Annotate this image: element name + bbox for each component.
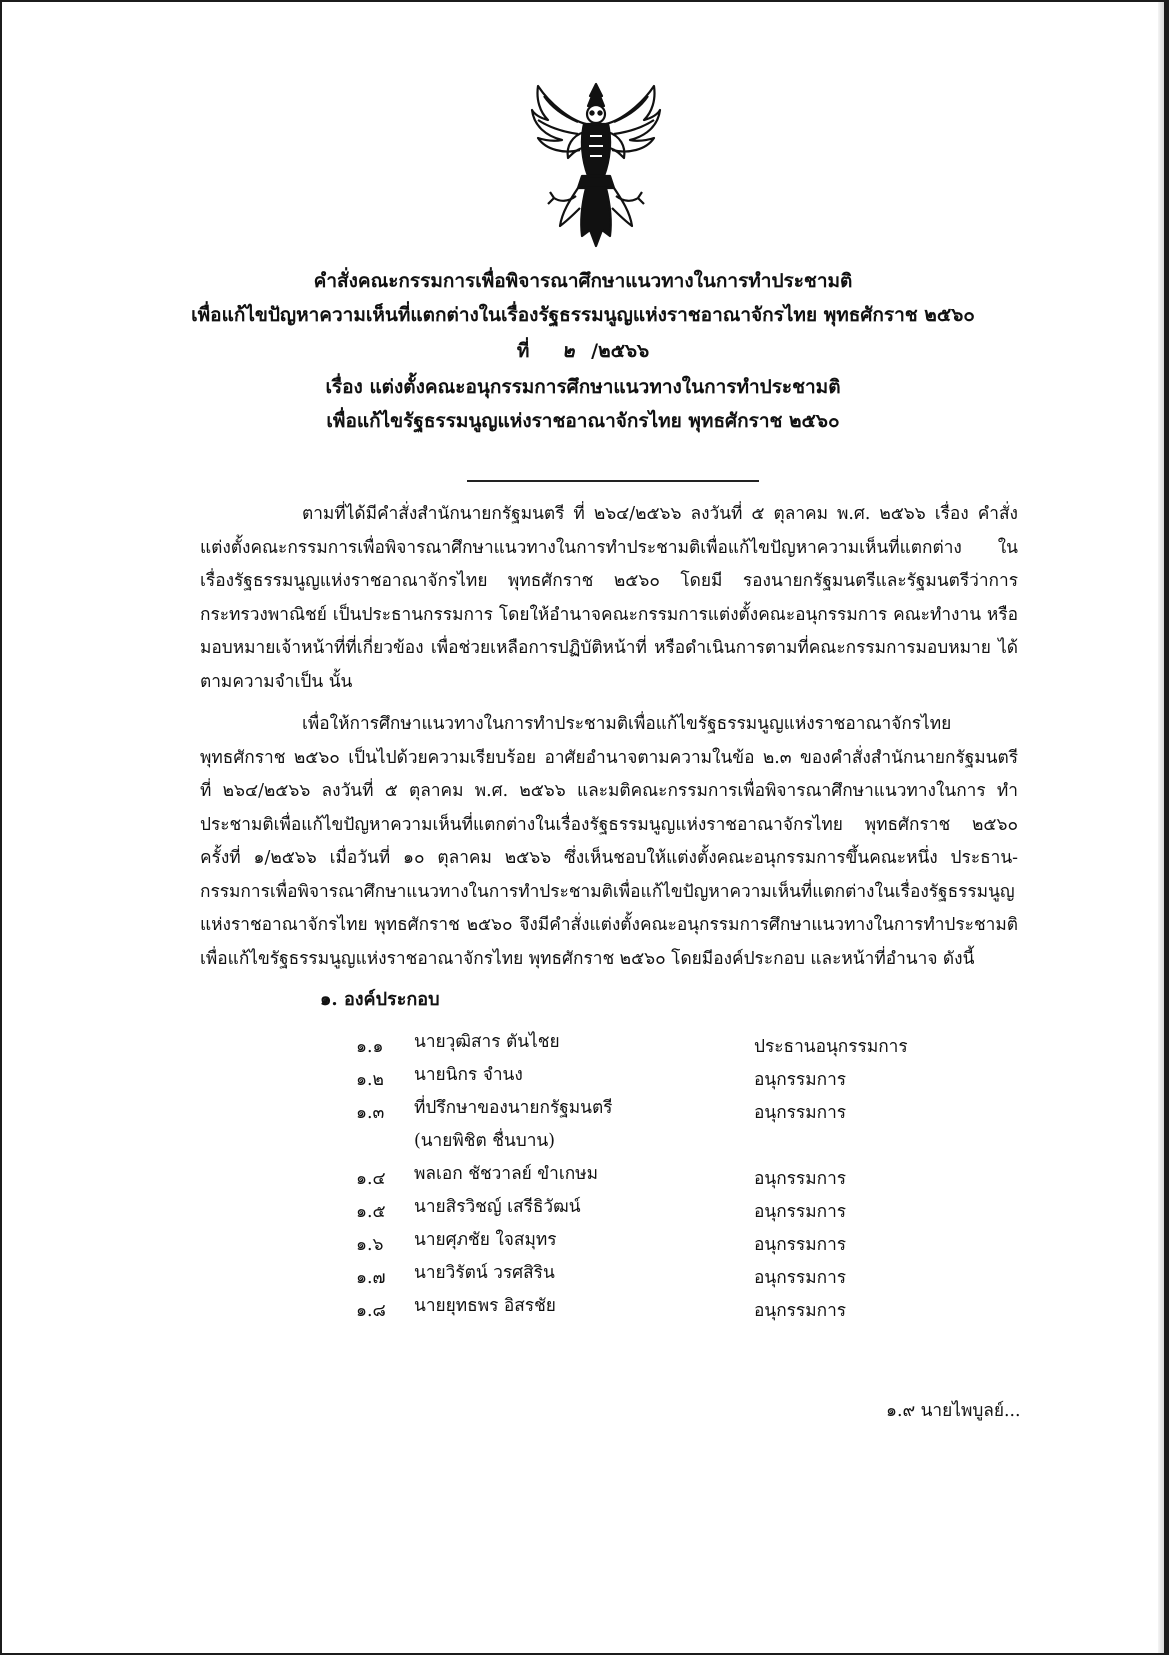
member-name: นายวิรัตน์ วรศสิริน [414,1263,555,1283]
member-name-person: (นายพิชิต ชื่นบาน) [414,1131,555,1151]
member-number: ๑.๓ [356,1103,385,1123]
member-role: อนุกรรมการ [754,1169,847,1189]
order-title-line-2: เพื่อแก้ไขปัญหาความเห็นที่แตกต่างในเรื่องรัฐธรรมนูญแห่งราชอาณาจักรไทย พุทธศักราช ๒๕๖๐ [191,304,975,326]
member-role: อนุกรรมการ [754,1301,847,1321]
member-row [356,1158,976,1191]
title-divider [467,480,759,482]
member-number: ๑.๘ [356,1301,386,1321]
subject-line-2: เพื่อแก้ไขรัฐธรรมนูญแห่งราชอาณาจักรไทย พุทธศักราช ๒๕๖๐ [326,410,840,432]
member-row [356,1290,976,1323]
member-role: อนุกรรมการ [754,1235,847,1255]
member-role: อนุกรรมการ [754,1070,847,1090]
body-paragraph-1 [200,498,1018,699]
member-number: ๑.๖ [356,1235,384,1255]
order-number [2,336,1164,366]
member-role: อนุกรรมการ [754,1268,847,1288]
body-paragraph-2 [200,708,1018,976]
order-number-value: ๒ [562,340,575,362]
member-name: นายนิกร จำนง [414,1065,523,1085]
member-name [414,1092,612,1158]
document-page [2,2,1164,1653]
member-row [356,1026,976,1059]
member-name-title: ที่ปรึกษาของนายกรัฐมนตรี [414,1098,613,1118]
member-list [356,1026,976,1323]
member-name: พลเอก ชัชวาลย์ ขำเกษม [414,1164,598,1184]
order-number-label: ที่ [516,340,530,362]
page-edge [1158,2,1164,1653]
member-number: ๑.๗ [356,1268,386,1288]
subject-line-1: เรื่อง แต่งตั้งคณะอนุกรรมการศึกษาแนวทางในการทำประชามติ [325,376,841,398]
member-row [356,1059,976,1092]
order-title-line-1: คำสั่งคณะกรรมการเพื่อพิจารณาศึกษาแนวทางในการทำประชามติ [313,270,853,292]
member-name: นายสิรวิชญ์ เสรีธิวัฒน์ [414,1197,581,1217]
body-paragraph-1-text: ตามที่ได้มีคำสั่งสำนักนายกรัฐมนตรี ที่ ๒๖๔/๒๕๖๖ ลงวันที่ ๕ ตุลาคม พ.ศ. ๒๕๖๖ เรื่อง คำสั่ง แต่งตั้งคณะกรรมการเพื่อพิจารณาศึกษาแนวทางในการทำประชามติเพื่อแก้ไขปัญหาความเห็นที่แตกต่าง ในเรื่องรัฐธรรมนูญแห่งราชอาณาจักรไทย พุทธศักราช ๒๕๖๐ โดยมี รองนายกรัฐมนตรีและรัฐมนตรีว่าการ กระทรวงพาณิชย์ เป็นประธานกรรมการ โดยให้อำนาจคณะกรรมการแต่งตั้งคณะอนุกรรมการ คณะทำงาน หรือ มอบหมายเจ้าหน้าที่ที่เกี่ยวข้อง เพื่อช่วยเหลือการปฏิบัติหน้าที่ หรือดำเนินการตามที่คณะกรรมการมอบหมาย ได้ตามความจำเป็น นั้น [200,504,1018,692]
member-row [356,1224,976,1257]
member-name: นายศุภชัย ใจสมุทร [414,1230,557,1250]
body-paragraph-2-text: เพื่อให้การศึกษาแนวทางในการทำประชามติเพื่อแก้ไขรัฐธรรมนูญแห่งราชอาณาจักรไทย พุทธศักราช ๒๕๖๐ เป็นไปด้วยความเรียบร้อย อาศัยอำนาจตามความในข้อ ๒.๓ ของคำสั่งสำนักนายกรัฐมนตรี ที่ ๒๖๔/๒๕๖๖ ลงวันที่ ๕ ตุลาคม พ.ศ. ๒๕๖๖ และมติคณะกรรมการเพื่อพิจารณาศึกษาแนวทางในการ ทำประชามติเพื่อแก้ไขปัญหาความเห็นที่แตกต่างในเรื่องรัฐธรรมนูญแห่งราชอาณาจักรไทย พุทธศักราช ๒๕๖๐ ครั้งที่ ๑/๒๕๖๖ เมื่อวันที่ ๑๐ ตุลาคม ๒๕๖๖ ซึ่งเห็นชอบให้แต่งตั้งคณะอนุกรรมการขึ้นคณะหนึ่ง ประธาน- กรรมการเพื่อพิจารณาศึกษาแนวทางในการทำประชามติเพื่อแก้ไขปัญหาความเห็นที่แตกต่างในเรื่องรัฐธรรมนูญ แห่งราชอาณาจักรไทย พุทธศักราช ๒๕๖๐ จึงมีคำสั่งแต่งตั้งคณะอนุกรรมการศึกษาแนวทางในการทำประชามติ เพื่อแก้ไขรัฐธรรมนูญแห่งราชอาณาจักรไทย พุทธศักราช ๒๕๖๐ โดยมีองค์ประกอบ และหน้าที่อำนาจ ดังนี้ [200,714,1018,969]
member-role: อนุกรรมการ [754,1103,847,1123]
member-name: นายยุทธพร อิสรชัย [414,1296,556,1316]
member-row [356,1257,976,1290]
member-row [356,1092,976,1158]
page-continuation-catchword: ๑.๙ นายไพบูลย์... [886,1401,1021,1421]
member-role: ประธานอนุกรรมการ [754,1037,908,1057]
member-number: ๑.๔ [356,1169,386,1189]
order-number-year: /๒๕๖๖ [591,340,650,362]
member-number: ๑.๑ [356,1037,384,1057]
member-row [356,1191,976,1224]
member-role: อนุกรรมการ [754,1202,847,1222]
garuda-emblem-icon [530,80,662,252]
member-number: ๑.๒ [356,1070,384,1090]
section-heading-composition: ๑. องค์ประกอบ [320,989,440,1010]
member-number: ๑.๕ [356,1202,386,1222]
member-name: นายวุฒิสาร ตันไชย [414,1032,560,1052]
